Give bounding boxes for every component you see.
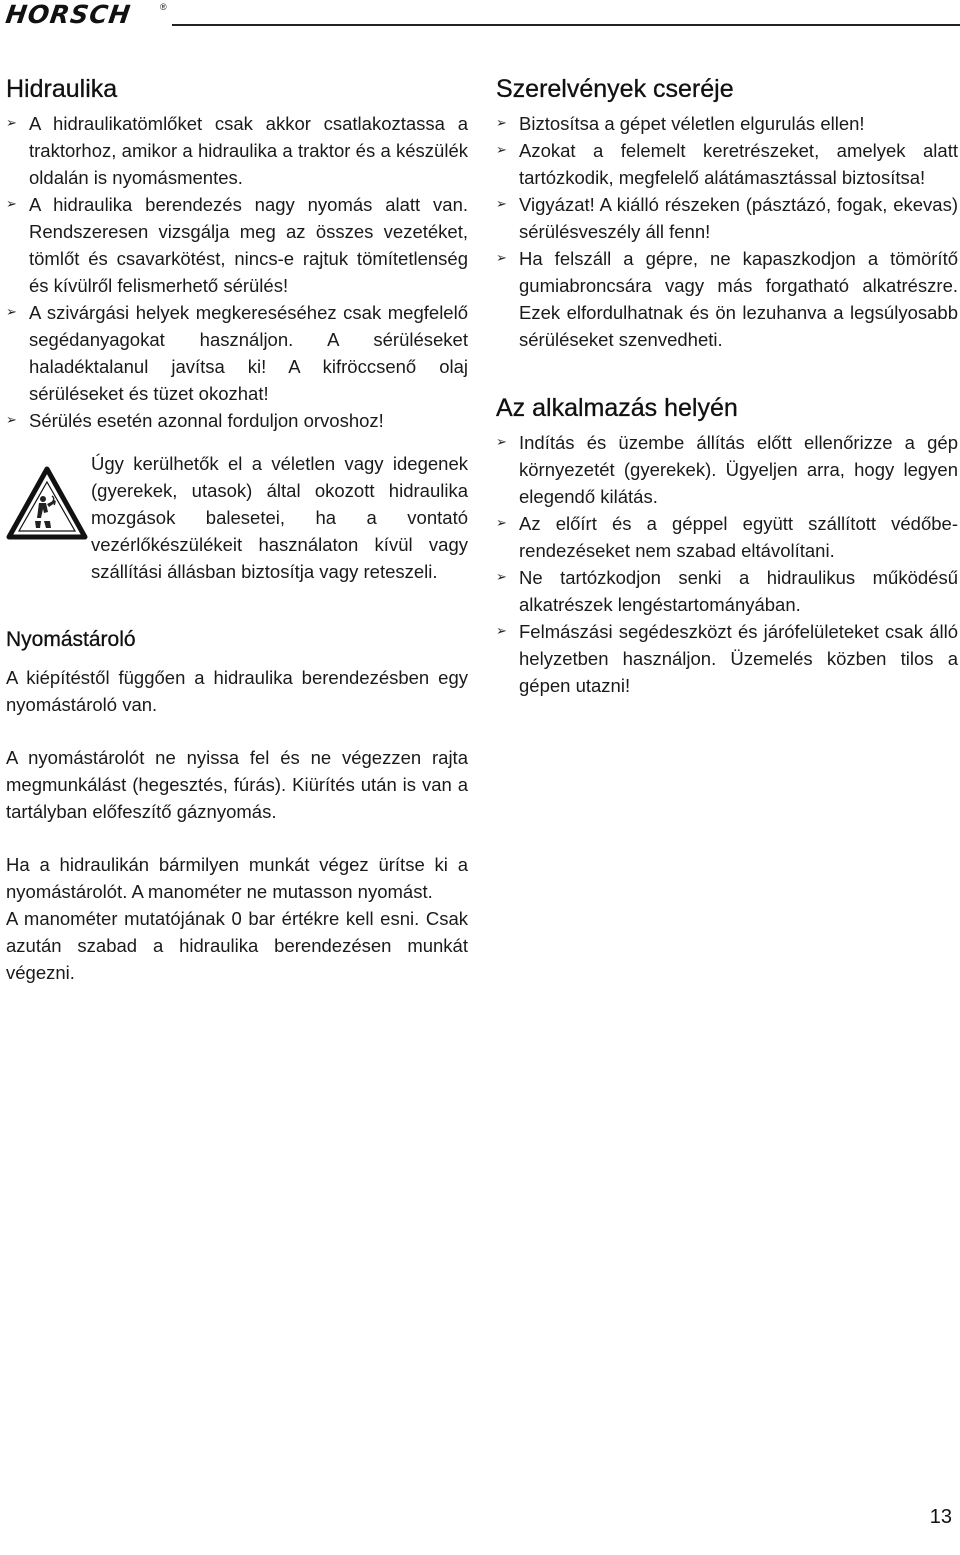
- bullet-arrow-icon: ➢: [6, 116, 17, 131]
- paragraph: A manométer mutatójának 0 bar értékre kell esni. Csak azután szabad a hidraulika berendezésen munkát végezni.: [6, 908, 468, 983]
- section-title-hidraulika: Hidraulika: [6, 75, 118, 103]
- bullet-arrow-icon: ➢: [6, 305, 17, 320]
- bullet-arrow-icon: ➢: [496, 435, 507, 450]
- right-column: [496, 72, 958, 699]
- section-title-szerelvenyek: Szerelvények cseréje: [496, 75, 734, 103]
- hidraulika-list: [6, 110, 468, 434]
- list-item: ➢ Azokat a felemelt keretrészeket, amelyek alatt tartózkodik, megfelelő alátámasztással biztosítsa!: [496, 137, 958, 191]
- bullet-arrow-icon: ➢: [496, 143, 507, 158]
- list-item: ➢ Ne tartózkodjon senki a hidraulikus működésű alkatrészek lengéstartományában.: [496, 564, 958, 618]
- warning-triangle-icon: [6, 466, 88, 540]
- bullet-arrow-icon: ➢: [496, 116, 507, 131]
- list-item: ➢ Felmászási segédeszközt és járófelületeket csak álló helyzetben használjon. Üzemelés közben tilos a gépen utazni!: [496, 618, 958, 699]
- bullet-arrow-icon: ➢: [6, 413, 17, 428]
- horsch-logo: HORSCH: [3, 0, 133, 29]
- list-item: ➢ Vigyázat! A kiálló részeken (pásztázó, fogak, ekevas) sérülésveszély áll fenn!: [496, 191, 958, 245]
- page-header: [0, 0, 960, 30]
- section-title-alkalmazas: Az alkalmazás helyén: [496, 394, 738, 422]
- list-item: ➢ Ha felszáll a gépre, ne kapaszkodjon a tömörítő gumiabroncsára vagy más forgatható alkatrészre. Ezek elfordulhatnak és ön lezuhanva a legsúlyosabb sérüléseket szenvedheti.: [496, 245, 958, 353]
- registered-mark: ®: [160, 2, 167, 12]
- paragraph: A nyomástárolót ne nyissa fel és ne végezzen rajta megmunkálást (hegesztés, fúrás). Kiürítés után is van a tartályban előfeszítő gáznyomás.: [6, 747, 468, 822]
- list-item: ➢ A hidraulika berendezés nagy nyomás alatt van. Rendszeresen vizsgálja meg az összes vezetéket, tömlőt és csavarkötést, nincs-e rajtuk tömítetlenség és kívülről felismerhető sérülés!: [6, 191, 468, 299]
- page-number: 13: [929, 1506, 952, 1528]
- list-item: ➢ Az előírt és a géppel együtt szállított védőberendezéseket nem szabad eltávolítani.: [496, 510, 958, 564]
- warning-text: Úgy kerülhetők el a véletlen vagy idegenek (gyerekek, utasok) által okozott hidraulika mozgások balesetei, ha a vontató vezérlőkészülékeit használaton kívül vagy szállítási állásban biztosítja vagy reteszeli.: [91, 453, 468, 582]
- section-title-nyomastarolo: Nyomástároló: [6, 628, 136, 651]
- bullet-arrow-icon: ➢: [496, 197, 507, 212]
- szerelvenyek-list: [496, 110, 958, 353]
- list-item: ➢ Biztosítsa a gépet véletlen elgurulás ellen!: [496, 110, 958, 137]
- list-item: ➢ Indítás és üzembe állítás előtt ellenőrizze a gép környezetét (gyerekek). Ügyeljen arra, hogy legyen elegendő kilátás.: [496, 429, 958, 510]
- warning-block: [6, 450, 468, 626]
- header-rule: [172, 24, 960, 26]
- list-item: ➢ A szivárgási helyek megkereséséhez csak megfelelő segédanyagokat használjon. A sérüléseket haladéktalanul javítsa ki! A kifröccsenő olaj sérüléseket és tüzet okozhat!: [6, 299, 468, 407]
- paragraph: A kiépítéstől függően a hidraulika berendezésben egy nyomástároló van.: [6, 667, 468, 715]
- paragraph: Ha a hidraulikán bármilyen munkát végez ürítse ki a nyomástárolót. A manométer ne mutasson nyomást.: [6, 854, 468, 902]
- bullet-arrow-icon: ➢: [496, 251, 507, 266]
- alkalmazas-list: [496, 429, 958, 699]
- list-item: ➢ A hidraulikatömlőket csak akkor csatlakoztassa a traktorhoz, amikor a hidraulika a traktor és a készülék oldalán is nyomásmentes.: [6, 110, 468, 191]
- bullet-arrow-icon: ➢: [496, 570, 507, 585]
- bullet-arrow-icon: ➢: [496, 516, 507, 531]
- list-item: ➢ Sérülés esetén azonnal forduljon orvoshoz!: [6, 407, 468, 434]
- left-column: [6, 72, 468, 986]
- bullet-arrow-icon: ➢: [496, 624, 507, 639]
- bullet-arrow-icon: ➢: [6, 197, 17, 212]
